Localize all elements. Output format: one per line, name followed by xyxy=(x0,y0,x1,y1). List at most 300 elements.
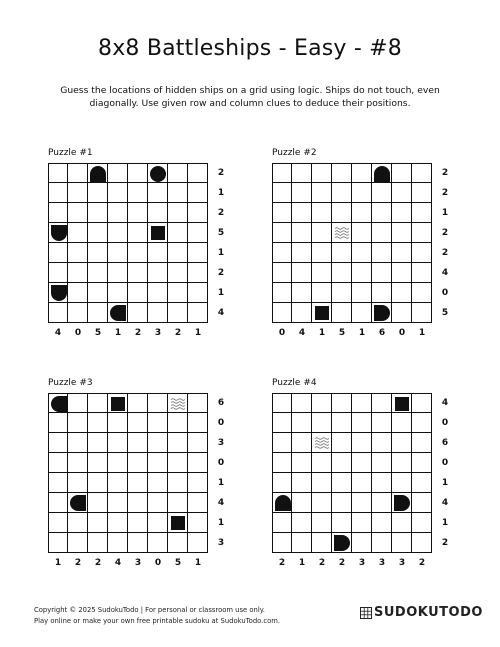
row-clue: 2 xyxy=(441,168,449,178)
grid-cell xyxy=(292,513,312,533)
grid-cell xyxy=(272,283,292,303)
puzzle-grid xyxy=(272,163,432,323)
grid-cell xyxy=(168,413,188,433)
grid-cell xyxy=(88,413,108,433)
grid-cell xyxy=(188,263,208,283)
grid-cell xyxy=(88,163,108,183)
grid-cell xyxy=(332,433,352,453)
row-clue: 1 xyxy=(217,248,225,258)
grid-cell xyxy=(168,243,188,263)
grid-cell xyxy=(108,243,128,263)
grid-cell xyxy=(292,433,312,453)
grid-cell xyxy=(68,493,88,513)
grid-cell xyxy=(188,493,208,513)
grid-cell xyxy=(188,223,208,243)
grid-cell xyxy=(272,453,292,473)
ship-middle-segment xyxy=(111,397,125,411)
grid-cell xyxy=(272,513,292,533)
ship-middle-segment xyxy=(171,516,185,530)
grid-cell xyxy=(392,243,412,263)
column-clue: 2 xyxy=(174,328,182,338)
grid-cell xyxy=(88,453,108,473)
grid-cell xyxy=(272,303,292,323)
grid-cell xyxy=(372,493,392,513)
grid-cell xyxy=(392,183,412,203)
grid-cell xyxy=(68,183,88,203)
column-clue: 2 xyxy=(278,558,286,568)
grid-cell xyxy=(372,513,392,533)
puzzle-label: Puzzle #1 xyxy=(48,148,93,158)
grid-cell xyxy=(412,243,432,263)
grid-cell xyxy=(168,513,188,533)
grid-cell xyxy=(168,283,188,303)
puzzle-grid xyxy=(48,393,208,553)
grid-cell xyxy=(128,493,148,513)
row-clue: 5 xyxy=(441,308,449,318)
grid-cell xyxy=(188,183,208,203)
grid-cell xyxy=(188,303,208,323)
grid-cell xyxy=(88,473,108,493)
grid-cell xyxy=(352,203,372,223)
grid-cell xyxy=(352,413,372,433)
grid-cell xyxy=(48,303,68,323)
grid-cell xyxy=(108,263,128,283)
grid-cell xyxy=(412,393,432,413)
grid-cell xyxy=(352,393,372,413)
puzzle-3 xyxy=(48,378,238,578)
row-clue: 3 xyxy=(217,438,225,448)
grid-cell xyxy=(352,533,372,553)
row-clue: 4 xyxy=(441,498,449,508)
grid-cell xyxy=(392,163,412,183)
grid-cell xyxy=(292,163,312,183)
grid-cell xyxy=(412,283,432,303)
grid-cell xyxy=(312,183,332,203)
grid-cell xyxy=(68,243,88,263)
grid-cell xyxy=(272,393,292,413)
instructions-line-2: diagonally. Use given row and column clues to deduce their positions. xyxy=(89,98,411,109)
ship-middle-segment xyxy=(151,226,165,240)
grid-cell xyxy=(48,513,68,533)
column-clue: 4 xyxy=(114,558,122,568)
ship-end-bottom xyxy=(51,285,67,301)
grid-cell xyxy=(128,473,148,493)
column-clue: 0 xyxy=(278,328,286,338)
grid-cell xyxy=(292,473,312,493)
grid-cell xyxy=(272,433,292,453)
grid-cell xyxy=(148,203,168,223)
grid-cell xyxy=(188,393,208,413)
grid-cell xyxy=(68,393,88,413)
grid-cell xyxy=(188,453,208,473)
row-clue: 6 xyxy=(217,398,225,408)
page-title: 8x8 Battleships - Easy - #8 xyxy=(98,36,402,61)
row-clue: 6 xyxy=(441,438,449,448)
grid-cell xyxy=(108,473,128,493)
grid-cell xyxy=(108,393,128,413)
grid-cell xyxy=(148,513,168,533)
grid-cell xyxy=(148,183,168,203)
grid-cell xyxy=(332,413,352,433)
grid-cell xyxy=(68,413,88,433)
grid-cell xyxy=(128,433,148,453)
grid-cell xyxy=(352,243,372,263)
grid-cell xyxy=(292,283,312,303)
grid-cell xyxy=(412,513,432,533)
grid-cell xyxy=(352,223,372,243)
grid-cell xyxy=(272,533,292,553)
column-clue: 3 xyxy=(154,328,162,338)
grid-cell xyxy=(312,263,332,283)
grid-cell xyxy=(292,223,312,243)
footer-link-text: Play online or make your own free printable sudoku at SudokuTodo.com. xyxy=(34,617,281,625)
grid-cell xyxy=(188,413,208,433)
grid-cell xyxy=(292,393,312,413)
grid-cell xyxy=(128,303,148,323)
grid-cell xyxy=(332,513,352,533)
grid-cell xyxy=(68,163,88,183)
row-clue: 0 xyxy=(217,418,225,428)
grid-cell xyxy=(68,223,88,243)
grid-cell xyxy=(68,533,88,553)
grid-cell xyxy=(128,163,148,183)
ship-end-top xyxy=(275,495,291,511)
grid-cell xyxy=(188,513,208,533)
grid-cell xyxy=(188,283,208,303)
grid-cell xyxy=(352,183,372,203)
grid-cell xyxy=(392,263,412,283)
ship-end-top xyxy=(374,166,390,182)
grid-cell xyxy=(332,283,352,303)
grid-cell xyxy=(148,473,168,493)
grid-cell xyxy=(88,533,108,553)
column-clue: 1 xyxy=(114,328,122,338)
grid-cell xyxy=(188,533,208,553)
grid-cell xyxy=(392,533,412,553)
row-clue: 1 xyxy=(217,518,225,528)
instructions xyxy=(60,84,440,110)
grid-cell xyxy=(392,283,412,303)
grid-cell xyxy=(128,453,148,473)
row-clue: 4 xyxy=(441,398,449,408)
grid-cell xyxy=(332,243,352,263)
grid-cell xyxy=(312,203,332,223)
grid-cell xyxy=(48,263,68,283)
grid-cell xyxy=(68,473,88,493)
grid-cell xyxy=(372,393,392,413)
grid-cell xyxy=(148,243,168,263)
grid-cell xyxy=(412,163,432,183)
grid-cell xyxy=(312,223,332,243)
grid-cell xyxy=(88,433,108,453)
grid-cell xyxy=(168,163,188,183)
ship-end-left xyxy=(51,396,67,412)
grid-cell xyxy=(68,453,88,473)
grid-cell xyxy=(48,223,68,243)
column-clue: 2 xyxy=(134,328,142,338)
grid-cell xyxy=(108,493,128,513)
grid-cell xyxy=(168,453,188,473)
grid-cell xyxy=(88,493,108,513)
grid-cell xyxy=(148,303,168,323)
footer-copyright: Copyright © 2025 SudokuTodo | For personal or classroom use only. xyxy=(34,606,265,614)
grid-cell xyxy=(372,533,392,553)
grid-cell xyxy=(88,263,108,283)
row-clue: 2 xyxy=(441,228,449,238)
row-clue: 1 xyxy=(217,188,225,198)
grid-cell xyxy=(352,493,372,513)
grid-cell xyxy=(372,453,392,473)
grid-cell xyxy=(352,453,372,473)
grid-cell xyxy=(272,493,292,513)
grid-cell xyxy=(332,533,352,553)
grid-cell xyxy=(392,393,412,413)
grid-cell xyxy=(392,303,412,323)
grid-cell xyxy=(148,493,168,513)
grid-cell xyxy=(168,223,188,243)
water-icon xyxy=(334,226,350,240)
grid-cell xyxy=(68,283,88,303)
ship-submarine xyxy=(150,166,166,182)
grid-cell xyxy=(312,283,332,303)
grid-cell xyxy=(292,413,312,433)
grid-cell xyxy=(88,203,108,223)
grid-cell xyxy=(312,453,332,473)
grid-cell xyxy=(48,283,68,303)
grid-cell xyxy=(352,163,372,183)
grid-cell xyxy=(188,203,208,223)
grid-cell xyxy=(148,263,168,283)
grid-cell xyxy=(48,183,68,203)
column-clue: 5 xyxy=(94,328,102,338)
row-clue: 2 xyxy=(441,188,449,198)
grid-cell xyxy=(128,183,148,203)
grid-cell xyxy=(68,303,88,323)
grid-cell xyxy=(392,433,412,453)
grid-cell xyxy=(332,393,352,413)
grid-cell xyxy=(412,263,432,283)
grid-cell xyxy=(108,413,128,433)
row-clue: 4 xyxy=(217,498,225,508)
grid-cell xyxy=(332,263,352,283)
grid-cell xyxy=(412,183,432,203)
grid-cell xyxy=(392,473,412,493)
grid-cell xyxy=(272,243,292,263)
row-clue: 1 xyxy=(441,518,449,528)
grid-cell xyxy=(108,453,128,473)
grid-cell xyxy=(48,453,68,473)
puzzle-2 xyxy=(272,148,462,348)
grid-cell xyxy=(68,203,88,223)
grid-cell xyxy=(128,223,148,243)
grid-cell xyxy=(68,433,88,453)
grid-cell xyxy=(88,513,108,533)
grid-cell xyxy=(352,433,372,453)
row-clue: 1 xyxy=(441,208,449,218)
column-clue: 1 xyxy=(194,558,202,568)
grid-cell xyxy=(372,473,392,493)
grid-cell xyxy=(48,393,68,413)
ship-end-top xyxy=(90,166,106,182)
row-clue: 1 xyxy=(217,478,225,488)
grid-cell xyxy=(312,433,332,453)
grid-cell xyxy=(412,433,432,453)
column-clue: 3 xyxy=(134,558,142,568)
grid-cell xyxy=(412,453,432,473)
grid-cell xyxy=(312,413,332,433)
water-icon xyxy=(314,436,330,450)
grid-cell xyxy=(108,303,128,323)
grid-cell xyxy=(292,533,312,553)
grid-cell xyxy=(48,493,68,513)
grid-cell xyxy=(272,263,292,283)
grid-cell xyxy=(188,433,208,453)
puzzle-grid xyxy=(272,393,432,553)
grid-cell xyxy=(352,513,372,533)
grid-cell xyxy=(272,203,292,223)
grid-cell xyxy=(372,223,392,243)
row-clue: 2 xyxy=(217,208,225,218)
grid-cell xyxy=(188,243,208,263)
grid-cell xyxy=(332,473,352,493)
grid-cell xyxy=(168,533,188,553)
column-clue: 1 xyxy=(54,558,62,568)
grid-cell xyxy=(128,243,148,263)
grid-cell xyxy=(148,223,168,243)
grid-cell xyxy=(332,493,352,513)
row-clue: 2 xyxy=(217,168,225,178)
puzzle-label: Puzzle #4 xyxy=(272,378,317,388)
grid-cell xyxy=(412,203,432,223)
puzzle-label: Puzzle #2 xyxy=(272,148,317,158)
grid-cell xyxy=(292,263,312,283)
grid-cell xyxy=(108,223,128,243)
column-clue: 5 xyxy=(174,558,182,568)
ship-middle-segment xyxy=(315,306,329,320)
column-clue: 2 xyxy=(74,558,82,568)
grid-cell xyxy=(88,183,108,203)
grid-cell xyxy=(88,283,108,303)
grid-cell xyxy=(128,393,148,413)
row-clue: 2 xyxy=(441,248,449,258)
grid-cell xyxy=(292,453,312,473)
column-clue: 2 xyxy=(418,558,426,568)
grid-cell xyxy=(188,163,208,183)
column-clue: 1 xyxy=(358,328,366,338)
row-clue: 2 xyxy=(217,268,225,278)
grid-cell xyxy=(332,303,352,323)
grid-cell xyxy=(332,183,352,203)
column-clue: 4 xyxy=(298,328,306,338)
grid-cell xyxy=(412,223,432,243)
grid-cell xyxy=(148,533,168,553)
grid-cell xyxy=(352,473,372,493)
grid-cell xyxy=(412,473,432,493)
grid-cell xyxy=(312,513,332,533)
column-clue: 2 xyxy=(338,558,346,568)
grid-cell xyxy=(272,473,292,493)
puzzle-1 xyxy=(48,148,238,348)
grid-cell xyxy=(168,263,188,283)
ship-end-left xyxy=(110,305,126,321)
grid-cell xyxy=(148,283,168,303)
grid-cell xyxy=(292,493,312,513)
instructions-line-1: Guess the locations of hidden ships on a grid using logic. Ships do not touch, even xyxy=(60,85,440,96)
grid-cell xyxy=(312,163,332,183)
column-clue: 2 xyxy=(318,558,326,568)
row-clue: 4 xyxy=(217,308,225,318)
grid-cell xyxy=(188,473,208,493)
grid-cell xyxy=(108,513,128,533)
column-clue: 6 xyxy=(378,328,386,338)
grid-cell xyxy=(128,413,148,433)
grid-cell xyxy=(312,473,332,493)
grid-cell xyxy=(108,533,128,553)
grid-cell xyxy=(272,223,292,243)
grid-cell xyxy=(48,163,68,183)
grid-cell xyxy=(148,433,168,453)
column-clue: 2 xyxy=(94,558,102,568)
grid-cell xyxy=(168,493,188,513)
row-clue: 0 xyxy=(441,288,449,298)
grid-cell xyxy=(412,533,432,553)
column-clue: 1 xyxy=(298,558,306,568)
grid-cell xyxy=(128,283,148,303)
grid-cell xyxy=(332,203,352,223)
grid-cell xyxy=(412,493,432,513)
grid-cell xyxy=(312,533,332,553)
row-clue: 1 xyxy=(441,478,449,488)
grid-cell xyxy=(312,303,332,323)
grid-cell xyxy=(168,183,188,203)
grid-cell xyxy=(392,413,412,433)
grid-cell xyxy=(372,203,392,223)
column-clue: 1 xyxy=(194,328,202,338)
grid-cell xyxy=(48,533,68,553)
column-clue: 5 xyxy=(338,328,346,338)
column-clue: 3 xyxy=(398,558,406,568)
row-clue: 0 xyxy=(217,458,225,468)
column-clue: 3 xyxy=(378,558,386,568)
row-clue: 0 xyxy=(441,458,449,468)
grid-cell xyxy=(88,223,108,243)
brand-name: SUDOKUTODO xyxy=(374,605,483,620)
grid-cell xyxy=(292,303,312,323)
grid-cell xyxy=(128,533,148,553)
grid-cell xyxy=(48,473,68,493)
grid-cell xyxy=(392,453,412,473)
grid-cell xyxy=(332,223,352,243)
column-clue: 0 xyxy=(154,558,162,568)
column-clue: 1 xyxy=(418,328,426,338)
grid-cell xyxy=(372,283,392,303)
grid-cell xyxy=(48,413,68,433)
row-clue: 1 xyxy=(217,288,225,298)
grid-cell xyxy=(168,433,188,453)
grid-cell xyxy=(108,183,128,203)
grid-cell xyxy=(88,243,108,263)
row-clue: 0 xyxy=(441,418,449,428)
grid-cell xyxy=(68,513,88,533)
ship-end-right xyxy=(334,535,350,551)
grid-cell xyxy=(108,283,128,303)
column-clue: 3 xyxy=(358,558,366,568)
grid-cell xyxy=(48,433,68,453)
grid-cell xyxy=(108,203,128,223)
grid-cell xyxy=(168,303,188,323)
grid-cell xyxy=(168,393,188,413)
grid-cell xyxy=(312,493,332,513)
